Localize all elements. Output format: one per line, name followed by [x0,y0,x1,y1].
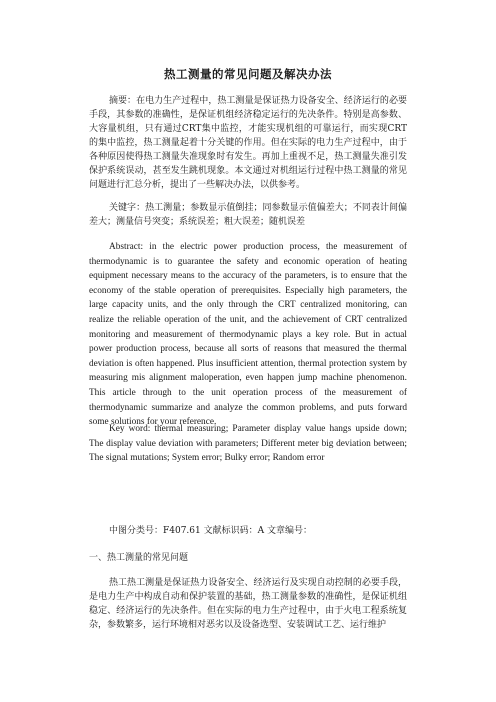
abstract-cn: 摘要：在电力生产过程中，热工测量是保证热力设备安全、经济运行的必要手段，其参数的准确性，是保证机组经济稳定运行的先决条件。特别是高参数、大容量机组，只有通过CRT集中监控，才能实现机组的可靠运行，而实现CRT的集中监控，热工测量起着十分关键的作用。但在实际的电力生产过程中，由于各种原因使得热工测量失准现象时有发生。再加上重视不足，热工测量失准引发保护系统误动，甚至发生跳机现象。本文通过对机组运行过程中热工测量的常见问题进行汇总分析，提出了一些解决办法，以供参考。 [89,96,407,190]
doc-title: 热工测量的常见问题及解决办法 [164,67,332,81]
classification-line: 中图分类号：F407.61 文献标识码：A 文章编号： [109,526,312,536]
keywords-cn: 关键字：热工测量；参数显示值倒挂；同参数显示值偏差大；不同表计间偏差大；测量信号突变；系统误差；粗大误差；随机误差 [89,203,407,227]
section-body: 热工热工测量是保证热力设备安全、经济运行及实现自动控制的必要手段，是电力生产中构成自动和保护装置的基础，热工测量参数的准确性，是保证机组稳定、经济运行的先决条件。但在实际的电力生产过程中，由于火电工程系统复杂，参数繁多，运行环境相对恶劣以及设备选型、安装调试工艺、运行维护 [89,578,407,630]
abstract-en: Abstract: in the electric power production process, the measurement of thermodynamic is to guarantee the safety and economic operation of heating equipment necessary means to the accuracy of the parameters, is to ensure that the economy of the stable operation of prerequisites. Especially high parameters, the large capacity units, and the only through the CRT centralized monitoring, can realize the reliable operation of the unit, and the achievement of CRT centralized monitoring and measurement of thermodynamic plays a key role. But in actual power production process, because all sorts of reasons that measured the thermal deviation is often happened. Plus insufficient attention, thermal protection system by measuring mis alignment maloperation, even happen jump machine phenomenon. This article through to the unit operation process of the measurement of thermodynamic summarize and analyze the common problems, and puts forward some solutions for your reference. [89,242,407,428]
keywords-en: Key word: thermal measuring; Parameter display value hangs upside down; The display value deviation with parameters; Different meter big deviation between; The signal mutations; System error; Bulky error; Random error [89,424,407,464]
section-heading: 一、热工测量的常见问题 [89,553,189,563]
